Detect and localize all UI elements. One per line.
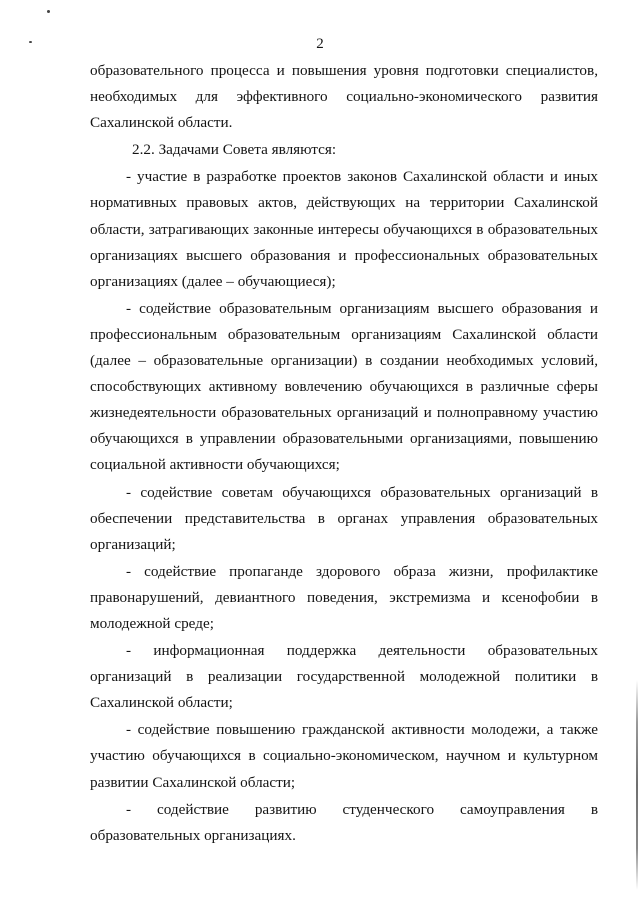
scan-edge [636, 680, 638, 890]
document-body [90, 58, 598, 850]
list-item: - участие в разработке проектов законов Сахалинской области и иных нормативных правовых актов, действующих на территории Сахалинской области, затрагивающих законные интересы обучающихся в образовательных организациях высшего образования и профессиональных образовательных организациях (далее – обучающиеся); [90, 168, 598, 290]
list-item: - содействие образовательным организациям высшего образования и профессиональным образовательным организациям Сахалинской области (далее – образовательные организации) в создании необходимых условий, способствующих активному вовлечению обучающихся в различные сферы жизнедеятельности образовательных организаций и полноправному участию обучающихся в управлении образовательными организациями, повышению социальной активности обучающихся; [90, 299, 598, 474]
list-item: - содействие пропаганде здорового образа жизни, профилактике правонарушений, девиантного поведения, экстремизма и ксенофобии в молодежной среде; [90, 562, 598, 632]
page-number: 2 [316, 36, 324, 52]
list-item: - информационная поддержка деятельности образовательных организаций в реализации государственной молодежной политики в Сахалинской области; [90, 642, 598, 712]
paragraph: образовательного процесса и повышения уровня подготовки специалистов, необходимых для эффективного социально-экономического развития Сахалинской области. [90, 62, 598, 132]
list-item: - содействие повышению гражданской активности молодежи, а также участию обучающихся в социально-экономическом, научном и культурном развитии Сахалинской области; [90, 721, 598, 791]
list-item: - содействие советам обучающихся образовательных организаций в обеспечении представительства в органах управления образовательных организаций; [90, 483, 598, 553]
section-heading: 2.2. Задачами Совета являются: [132, 141, 337, 159]
list-item: - содействие развитию студенческого самоуправления в образовательных организациях. [90, 800, 598, 844]
scan-speck [47, 10, 50, 13]
